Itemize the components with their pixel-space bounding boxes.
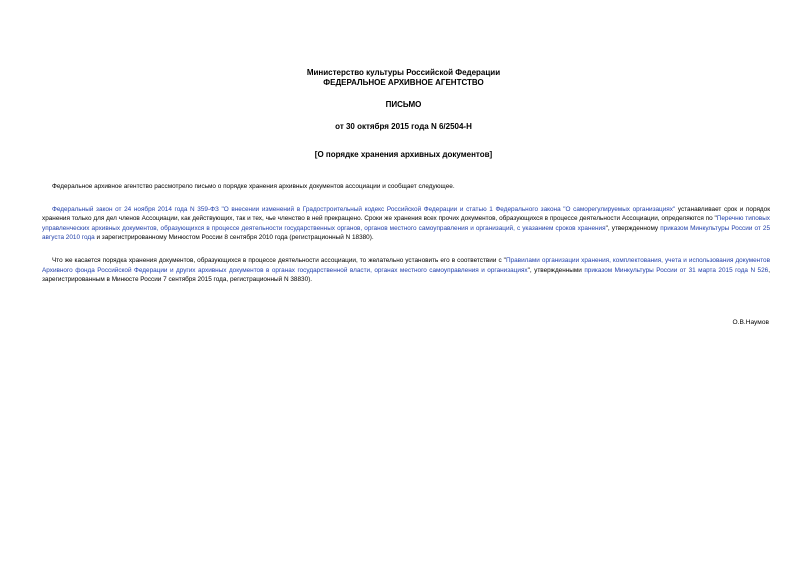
agency-name: ФЕДЕРАЛЬНОЕ АРХИВНОЕ АГЕНТСТВО bbox=[323, 78, 484, 87]
paragraph-3-text-1: Что же касается порядка хранения документов, образующихся в процессе деятельности ассоциации, то желательно установить его в соответствии с " bbox=[52, 256, 506, 264]
document-type: ПИСЬМО bbox=[385, 100, 422, 109]
paragraph-2-text-2: ", утвержденному bbox=[605, 224, 661, 232]
document-body bbox=[42, 182, 770, 298]
paragraph-3-text-2: ", утвержденными bbox=[527, 266, 585, 274]
link-storage-rules[interactable]: Правилами организации хранения, комплектования, учета и использования документов Архивного фонда Российской Федерации и других архивных документов в органах государственной власти, органах местного самоуправления и организациях bbox=[42, 256, 770, 274]
paragraph-3-text-3: , зарегистрированным в Минюсте России 7 сентября 2015 года, регистрационный N 38830). bbox=[42, 266, 770, 284]
document-header bbox=[0, 68, 807, 160]
paragraph-2-text-3: и зарегистрированному Минюстом России 8 сентября 2010 года (регистрационный N 18380). bbox=[94, 234, 374, 242]
paragraph-2 bbox=[42, 205, 770, 243]
link-typical-documents-list[interactable]: Перечню типовых управленческих архивных документов, образующихся в процессе деятельности государственных органов, органов местного самоуправления и организаций, с указанием сроков хранения bbox=[42, 215, 770, 232]
paragraph-3 bbox=[42, 256, 770, 285]
paragraph-1-text: Федеральное архивное агентство рассмотрело письмо о порядке хранения архивных документов ассоциации и сообщает следующее. bbox=[52, 183, 455, 190]
link-order-2010[interactable]: приказом Минкультуры России от 25 августа 2010 года bbox=[42, 224, 770, 242]
document-subject: [О порядке хранения архивных документов] bbox=[314, 150, 493, 159]
signature: О.В.Наумов bbox=[732, 319, 769, 326]
paragraph-2-text-1: устанавливает срок и порядок хранения только для дел членов Ассоциации, как действующих, так и тех, чье членство в ней прекращено. Сроки же хранения всех прочих документов, образующихся в процессе деятельности Ассоциации, определяются по " bbox=[42, 205, 770, 223]
link-order-526[interactable]: приказом Минкультуры России от 31 марта 2015 года N 526 bbox=[584, 266, 769, 274]
paragraph-1 bbox=[42, 182, 770, 192]
link-federal-law-359[interactable]: Федеральный закон от 24 ноября 2014 года N 359-ФЗ "О внесении изменений в Градостроительный кодекс Российской Федерации и статью 1 Федерального закона "О саморегулируемых организациях" bbox=[52, 205, 676, 213]
ministry-name: Министерство культуры Российской Федерации bbox=[306, 68, 501, 77]
document-date: от 30 октября 2015 года N 6/2504-Н bbox=[335, 122, 472, 131]
